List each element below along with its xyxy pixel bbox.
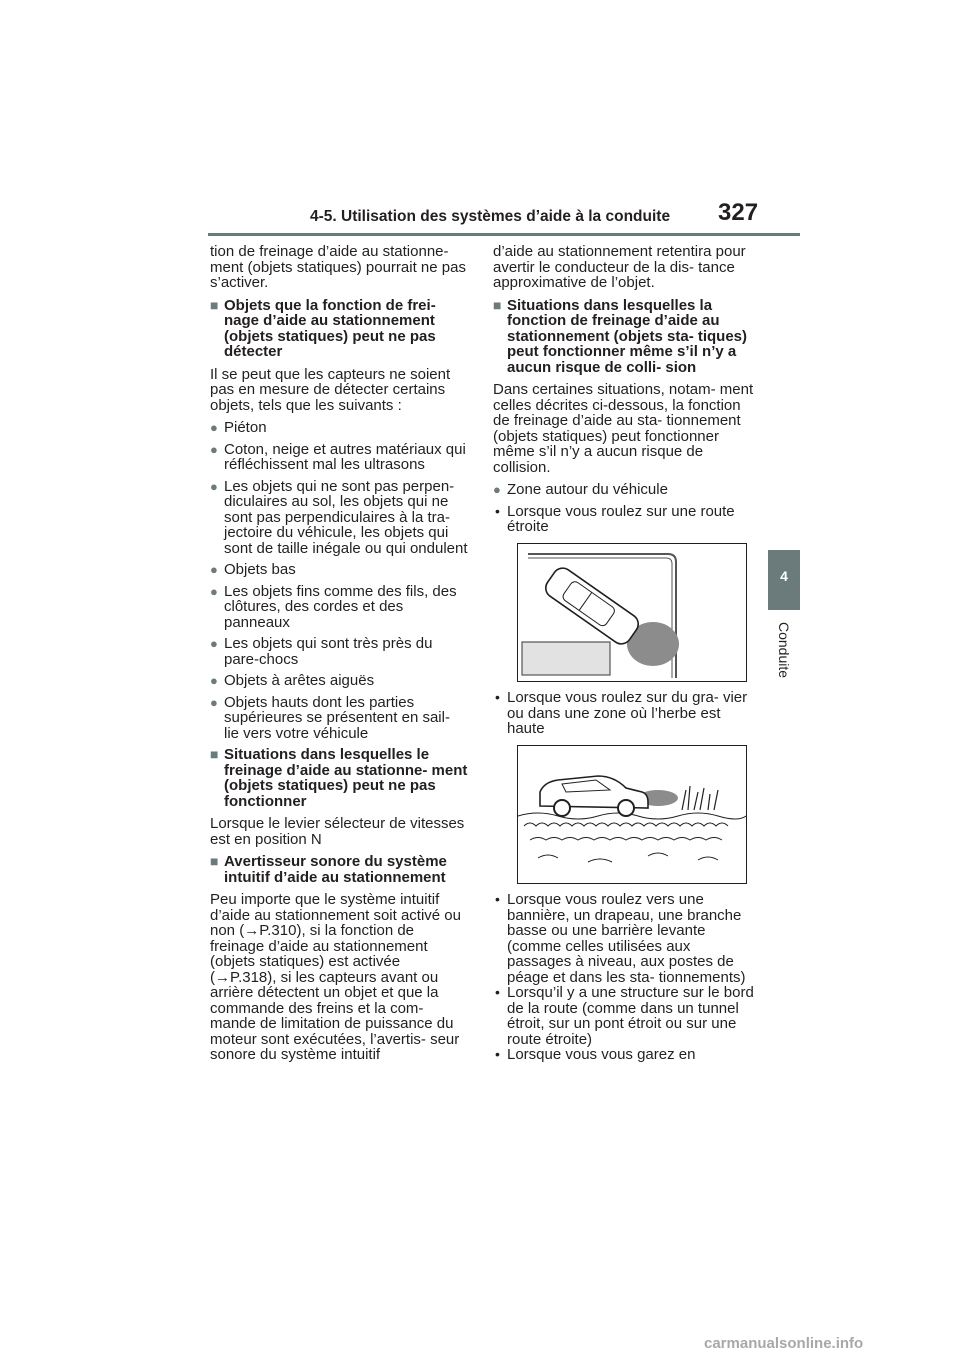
paragraph: Dans certaines situations, notam- ment celles décrites ci-dessous, la fonction de freinage d’aide au sta- tionnement (objets statiques) peut fonctionner même s’il n’y a aucun risque de collision. (493, 381, 754, 476)
list-item: ● Piéton (210, 420, 468, 436)
header-rule (208, 233, 800, 236)
right-column (493, 244, 758, 1063)
chapter-label: Conduite (776, 622, 792, 679)
gravel-grass-illustration (517, 745, 747, 885)
gravel-car-icon (518, 746, 746, 880)
sub-list-item: • Lorsqu’il y a une structure sur le bord de la route (comme dans un tunnel étroit, sur un pont étroit ou sur une route étroite) (493, 985, 758, 1047)
paragraph: Il se peut que les capteurs ne soient pas en mesure de détecter certains objets, tels que les suivants : (210, 365, 451, 414)
paragraph: Lorsque le levier sélecteur de vitesses est en position N (210, 815, 465, 848)
sub-list-item: • Lorsque vous roulez vers une bannière, un drapeau, une branche basse ou une barrière levante (comme celles utilisées aux passages à niveau, aux postes de péage et dans les sta- tionnements) (493, 892, 758, 985)
list-item: ● Les objets fins comme des fils, des clôtures, des cordes et des panneaux (210, 584, 468, 631)
section-heading: ■ Avertisseur sonore du système intuitif d’aide au stationnement (210, 854, 468, 885)
narrow-road-car-icon (518, 544, 746, 678)
paragraph-intro: d’aide au stationnement retentira pour avertir le conducteur de la dis- tance approximative de l’objet. (493, 243, 746, 291)
list-item: ● Les objets qui sont très près du pare-chocs (210, 636, 468, 667)
paragraph-intro: tion de freinage d’aide au stationne- ment (objets statiques) pourrait ne pas s’activer. (210, 243, 466, 291)
narrow-road-illustration (517, 543, 747, 683)
section-heading: ■ Objets que la fonction de frei- nage d’aide au stationnement (objets statiques) peut ne pas détecter (210, 298, 468, 360)
section-heading: ■ Situations dans lesquelles le freinage d’aide au stationne- ment (objets statiques) peut ne pas fonctionner (210, 747, 468, 809)
list-item: ● Les objets qui ne sont pas perpen- diculaires au sol, les objets qui ne sont pas perpendiculaires à la tra- jectoire du véhicule, les objets qui sont de taille inégale ou qui ondulent (210, 479, 468, 557)
sub-list-item: • Lorsque vous vous garez en (493, 1047, 758, 1063)
paragraph: Peu importe que le système intuitif d’aide au stationnement soit activé ou non (→P.310), si la fonction de freinage d’aide au stationnement (objets statiques) est activée (→P.318), si les capteurs avant ou arrière détectent un objet et que la commande des freins et la com- mande de limitation de puissance du moteur sont exécutées, l’avertis- seur sonore du système intuitif (210, 891, 461, 1063)
section-heading: ■ Situations dans lesquelles la fonction de freinage d’aide au stationnement (objets sta- tiques) peut fonctionner même s’il n’y a aucun risque de colli- sion (493, 298, 758, 376)
watermark-link[interactable]: carmanualsonline.info (704, 1335, 864, 1352)
list-item: ● Coton, neige et autres matériaux qui réfléchissent mal les ultrasons (210, 442, 468, 473)
header-title: 4-5. Utilisation des systèmes d’aide à la conduite (310, 208, 671, 225)
list-item: ● Objets à arêtes aiguës (210, 673, 468, 689)
left-column (210, 244, 468, 1070)
list-item: ● Zone autour du véhicule (493, 482, 758, 498)
list-item: ● Objets hauts dont les parties supérieures se présentent en sail- lie vers votre véhicule (210, 695, 468, 742)
sub-list-item: • Lorsque vous roulez sur du gra- vier ou dans une zone où l’herbe est haute (493, 690, 758, 737)
page-number: 327 (718, 199, 759, 226)
list-item: ● Objets bas (210, 562, 468, 578)
sub-list-item: • Lorsque vous roulez sur une route étroite (493, 504, 758, 535)
chapter-tab[interactable]: 4 (768, 550, 800, 610)
